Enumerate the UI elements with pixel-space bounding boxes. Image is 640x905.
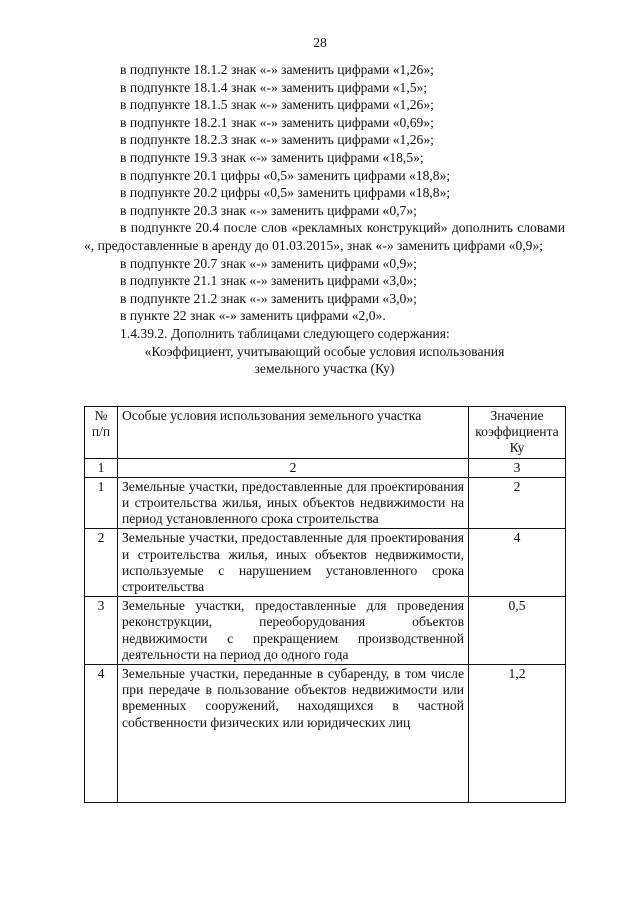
amendment-line: в подпункте 18.2.3 знак «-» заменить цифрами «1,26»; bbox=[120, 132, 434, 148]
document-body bbox=[84, 61, 565, 378]
amendment-line: в подпункте 20.3 знак «-» заменить цифрами «0,7»; bbox=[120, 202, 417, 218]
row-condition: Земельные участки, предоставленные для проведения реконструкции, переоборудования объектов недвижимости с прекращением производственной деятельности на период до одного года bbox=[118, 597, 469, 665]
amendment-line: в подпункте 18.1.5 знак «-» заменить цифрами «1,26»; bbox=[120, 97, 434, 113]
amendment-line: в подпункте 20.7 знак «-» заменить цифрами «0,9»; bbox=[120, 255, 417, 271]
table-row bbox=[85, 597, 566, 665]
amendment-line: в подпункте 18.1.4 знак «-» заменить цифрами «1,5»; bbox=[120, 79, 428, 95]
column-numbering-row bbox=[85, 458, 566, 477]
row-value: 0,5 bbox=[469, 597, 566, 665]
column-number: 1 bbox=[85, 458, 118, 477]
row-number: 4 bbox=[85, 665, 118, 803]
amendment-line: в пункте 22 знак «-» заменить цифрами «2,0». bbox=[120, 308, 386, 324]
header-value: Значение коэффициента Ку bbox=[469, 407, 566, 459]
section-intro: 1.4.39.2. Дополнить таблицами следующего содержания: bbox=[120, 325, 450, 341]
row-condition: Земельные участки, переданные в субаренду, в том числе при передаче в пользование объектов недвижимости или временных сооружений, находящихся в частной собственности физических или юридических лиц bbox=[118, 665, 469, 803]
amendment-line: в подпункте 21.2 знак «-» заменить цифрами «3,0»; bbox=[120, 290, 417, 306]
table-title-line-1: «Коэффициент, учитывающий особые условия использования bbox=[144, 343, 505, 359]
row-value: 4 bbox=[469, 529, 566, 597]
header-number: № п/п bbox=[85, 407, 118, 459]
amendment-line: в подпункте 19.3 знак «-» заменить цифрами «18,5»; bbox=[120, 149, 424, 165]
row-number: 2 bbox=[85, 529, 118, 597]
amendment-paragraph: в подпункте 20.4 после слов «рекламных конструкций» дополнить словами «, предоставленные в аренду до 01.03.2015», знак «-» заменить цифрами «0,9»; bbox=[84, 220, 565, 253]
column-number: 3 bbox=[469, 458, 566, 477]
row-number: 1 bbox=[85, 477, 118, 529]
amendment-line: в подпункте 18.2.1 знак «-» заменить цифрами «0,69»; bbox=[120, 114, 434, 130]
table-row bbox=[85, 529, 566, 597]
row-condition: Земельные участки, предоставленные для проектирования и строительства жилья, иных объектов недвижимости, используемые с нарушением установленного срока строительства bbox=[118, 529, 469, 597]
row-value: 2 bbox=[469, 477, 566, 529]
coefficient-table bbox=[84, 406, 566, 803]
amendment-line: в подпункте 20.1 цифры «0,5» заменить цифрами «18,8»; bbox=[120, 167, 451, 183]
header-condition: Особые условия использования земельного участка bbox=[118, 407, 469, 459]
row-number: 3 bbox=[85, 597, 118, 665]
column-number: 2 bbox=[118, 458, 469, 477]
amendment-line: в подпункте 20.2 цифры «0,5» заменить цифрами «18,8»; bbox=[120, 185, 451, 201]
amendment-line: в подпункте 18.1.2 знак «-» заменить цифрами «1,26»; bbox=[120, 62, 434, 77]
page-number: 28 bbox=[313, 35, 327, 50]
row-value: 1,2 bbox=[469, 665, 566, 803]
table-header-row bbox=[85, 407, 566, 459]
table-row bbox=[85, 477, 566, 529]
table-row bbox=[85, 665, 566, 803]
table-title-line-2: земельного участка (Ку) bbox=[254, 361, 395, 377]
amendment-line: в подпункте 21.1 знак «-» заменить цифрами «3,0»; bbox=[120, 273, 417, 289]
row-condition: Земельные участки, предоставленные для проектирования и строительства жилья, иных объектов недвижимости на период установленного срока строительства bbox=[118, 477, 469, 529]
